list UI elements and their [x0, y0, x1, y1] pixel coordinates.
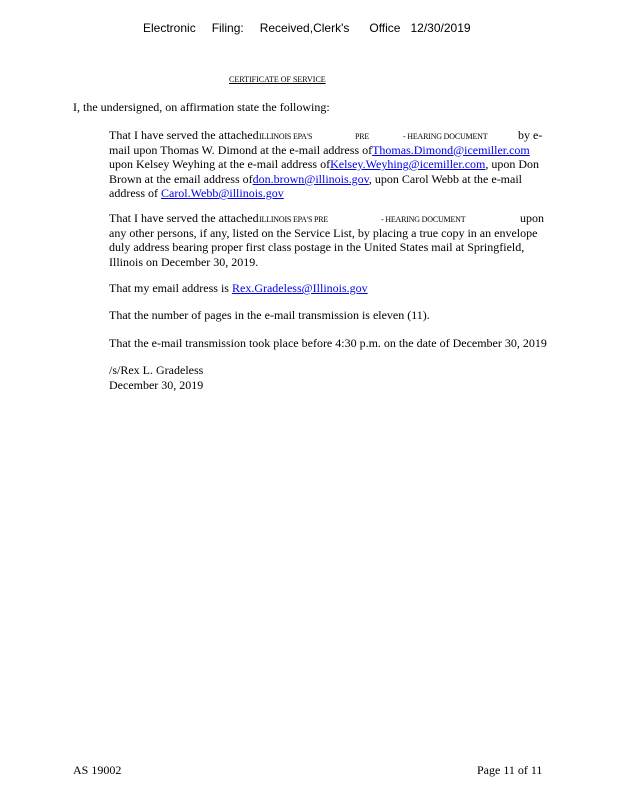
p3-text: That my email address is: [109, 281, 229, 295]
footer-case-number: AS 19002: [73, 763, 122, 777]
paragraph-page-count: [109, 308, 579, 323]
p1-text: address of: [109, 186, 158, 200]
p1-text: That I have served the attached: [109, 128, 259, 142]
p1-text: Brown at the email address of: [109, 171, 253, 186]
signature-block: [109, 363, 579, 392]
email-link-webb[interactable]: Carol.Webb@illinois.gov: [160, 186, 284, 200]
header-electronic: Electronic: [143, 21, 196, 35]
email-link-brown[interactable]: don.brown@illinois.gov: [252, 171, 369, 186]
signature-date: December 30, 2019: [109, 377, 204, 392]
p2-line-3: duly address bearing proper first class postage in the United States mail at Springfield,: [109, 240, 525, 254]
p1-line-4: Brown at the email address ofdon.brown@illinois.gov, upon Carol Webb at the e-mail: [109, 171, 523, 186]
signature-name: /s/Rex L. Gradeless: [109, 363, 204, 377]
header-filing: Filing:: [211, 21, 244, 35]
p2-upon: upon: [520, 211, 544, 225]
p1-line-2: [109, 143, 579, 158]
email-link-dimond[interactable]: Thomas.Dimond@icemiller.com: [372, 142, 530, 157]
p3-line: [109, 281, 579, 296]
header-received: Received,Clerk's: [259, 21, 350, 35]
paragraph-service-mail: [109, 211, 579, 269]
p1-doc-pre: PRE: [355, 132, 370, 141]
filing-header: [143, 21, 471, 35]
p1-text: mail upon Thomas W. Dimond at the e-mail address of: [109, 142, 373, 157]
p2-line-4: Illinois on December 30, 2019.: [109, 254, 259, 269]
p2-line-2: any other persons, if any, listed on the Service List, by placing a true copy in an envelope: [109, 225, 538, 240]
email-link-weyhing[interactable]: Kelsey.Weyhing@icemiller.com: [330, 157, 486, 171]
p1-by-email: by e-: [518, 128, 543, 142]
paragraph-my-email: [109, 281, 579, 296]
email-link-gradeless[interactable]: Rex.Gradeless@Illinois.gov: [231, 281, 368, 295]
p1-line-1: [109, 128, 579, 143]
p1-line-5: [109, 186, 579, 201]
header-office: Office: [369, 21, 401, 35]
p2-doc-hearing: - HEARING DOCUMENT: [381, 215, 466, 224]
intro-statement: I, the undersigned, on affirmation state the following:: [73, 100, 330, 114]
p2-doc-name: ILLINOIS EPA'S PRE: [259, 215, 329, 224]
paragraph-service-email: [109, 128, 579, 201]
header-date: 12/30/2019: [410, 21, 471, 35]
p1-text: upon Kelsey Weyhing at the e-mail address of: [109, 157, 331, 171]
p5-line: That the e-mail transmission took place before 4:30 p.m. on the date of December 30, 2019: [109, 336, 547, 350]
footer-page-number: Page 11 of 11: [477, 763, 543, 777]
p1-doc-name: ILLINOIS EPA'S: [259, 132, 313, 141]
p1-doc-hearing: - HEARING DOCUMENT: [403, 132, 488, 141]
p1-text: upon Carol Webb at the e-mail: [374, 171, 523, 186]
p1-line-3: [109, 157, 579, 172]
p1-text: , upon Don: [485, 157, 540, 171]
p2-line-1: [109, 211, 579, 226]
p2-text: That I have served the attached: [109, 211, 259, 225]
paragraph-transmission-time: [109, 336, 579, 351]
p4-line: That the number of pages in the e-mail transmission is eleven (11).: [109, 308, 430, 322]
certificate-title: CERTIFICATE OF SERVICE: [229, 75, 326, 84]
